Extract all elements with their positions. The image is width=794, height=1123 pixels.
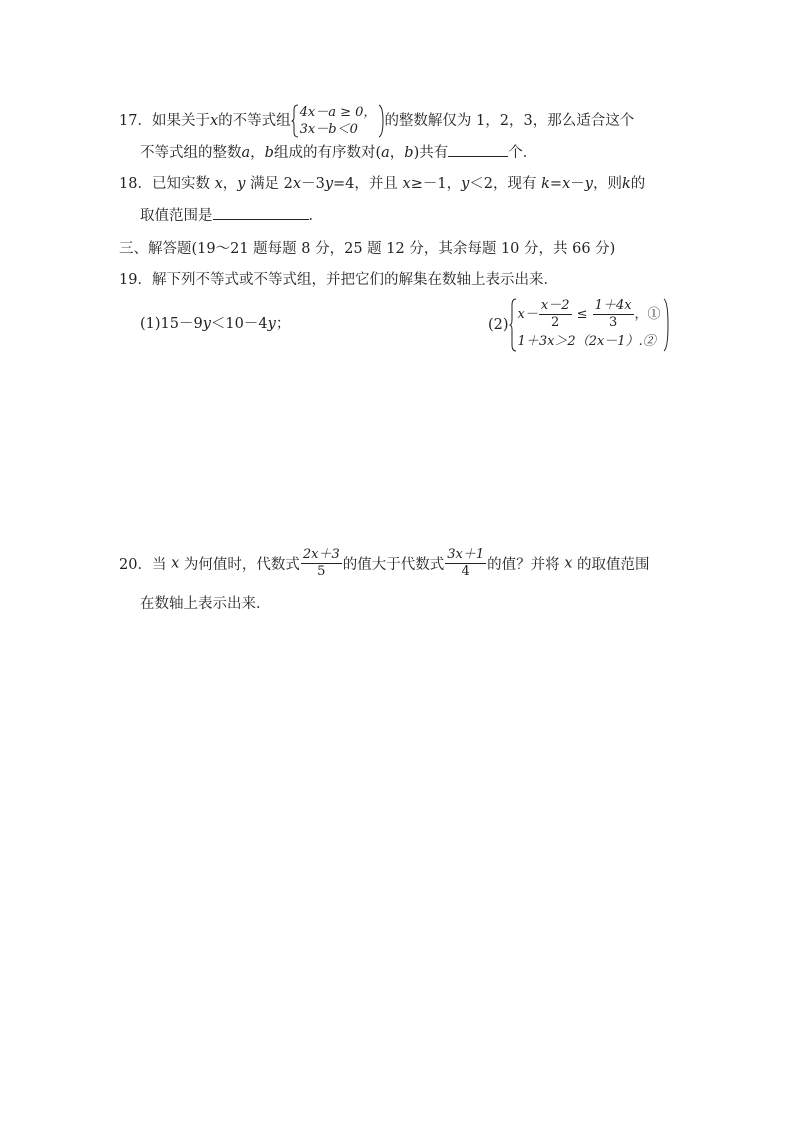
q17-answer-blank[interactable] (448, 142, 508, 157)
fraction: $\frac{1+4x}{3}$ (594, 298, 632, 330)
right-bracket-icon (663, 298, 669, 352)
q19-part1: (1)15－9y＜10－4y； (140, 316, 291, 332)
q20-line1: 20．当 x 为何值时，代数式 $\frac{2x+3}{5}$ 的值大于代数式 $\frac{3x+1}{4}$ 的值？并将 x 的取值范围 (119, 547, 650, 579)
q19-number: 19． (119, 272, 152, 288)
right-bracket-icon (378, 104, 384, 138)
fraction: $\frac{2x+3}{5}$ (302, 547, 340, 579)
q17-inequality-system: 4x－a ≥ 0， 3x－b＜0 (291, 104, 385, 138)
q18-number: 18． (119, 176, 152, 192)
q18-answer-blank[interactable] (213, 205, 309, 220)
q17-line2: 不等式组的整数a，b组成的有序数对(a，b)共有 个． (140, 142, 537, 164)
q19-inequality-system: x－ $\frac{x-2}{2}$ ≤ $\frac{1+4x}{3}$ ，① 1＋3x＞2（2x－1）.② (509, 298, 669, 352)
fraction: $\frac{3x+1}{4}$ (447, 547, 485, 579)
section-heading: 三、解答题(19～21 题每题 8 分，25 题 12 分，其余每题 10 分，共 66 分) (119, 241, 616, 257)
q19-part2: (2) x－ $\frac{x-2}{2}$ ≤ $\frac{1+4x}{3}$ ，① 1＋3x＞2（2x－1）.② (488, 298, 669, 352)
q20-line2: 在数轴上表示出来． (140, 596, 271, 612)
left-brace-icon (291, 104, 299, 138)
q17-line1: 17．如果关于x的不等式组 4x－a ≥ 0， 3x－b＜0 的整数解仅为 1，2，3，那么适合这个 (119, 105, 635, 137)
q17-number: 17． (119, 113, 152, 129)
q20-number: 20． (119, 557, 152, 573)
q18-line2: 取值范围是 ． (140, 205, 323, 227)
left-brace-icon (509, 298, 517, 352)
q19-line: 19．解下列不等式或不等式组，并把它们的解集在数轴上表示出来． (119, 272, 558, 288)
q18-line1: 18．已知实数 x，y 满足 2x－3y=4，并且 x≥－1，y＜2，现有 k=x－y，则k的 (119, 176, 646, 192)
fraction: $\frac{x-2}{2}$ (540, 298, 570, 330)
